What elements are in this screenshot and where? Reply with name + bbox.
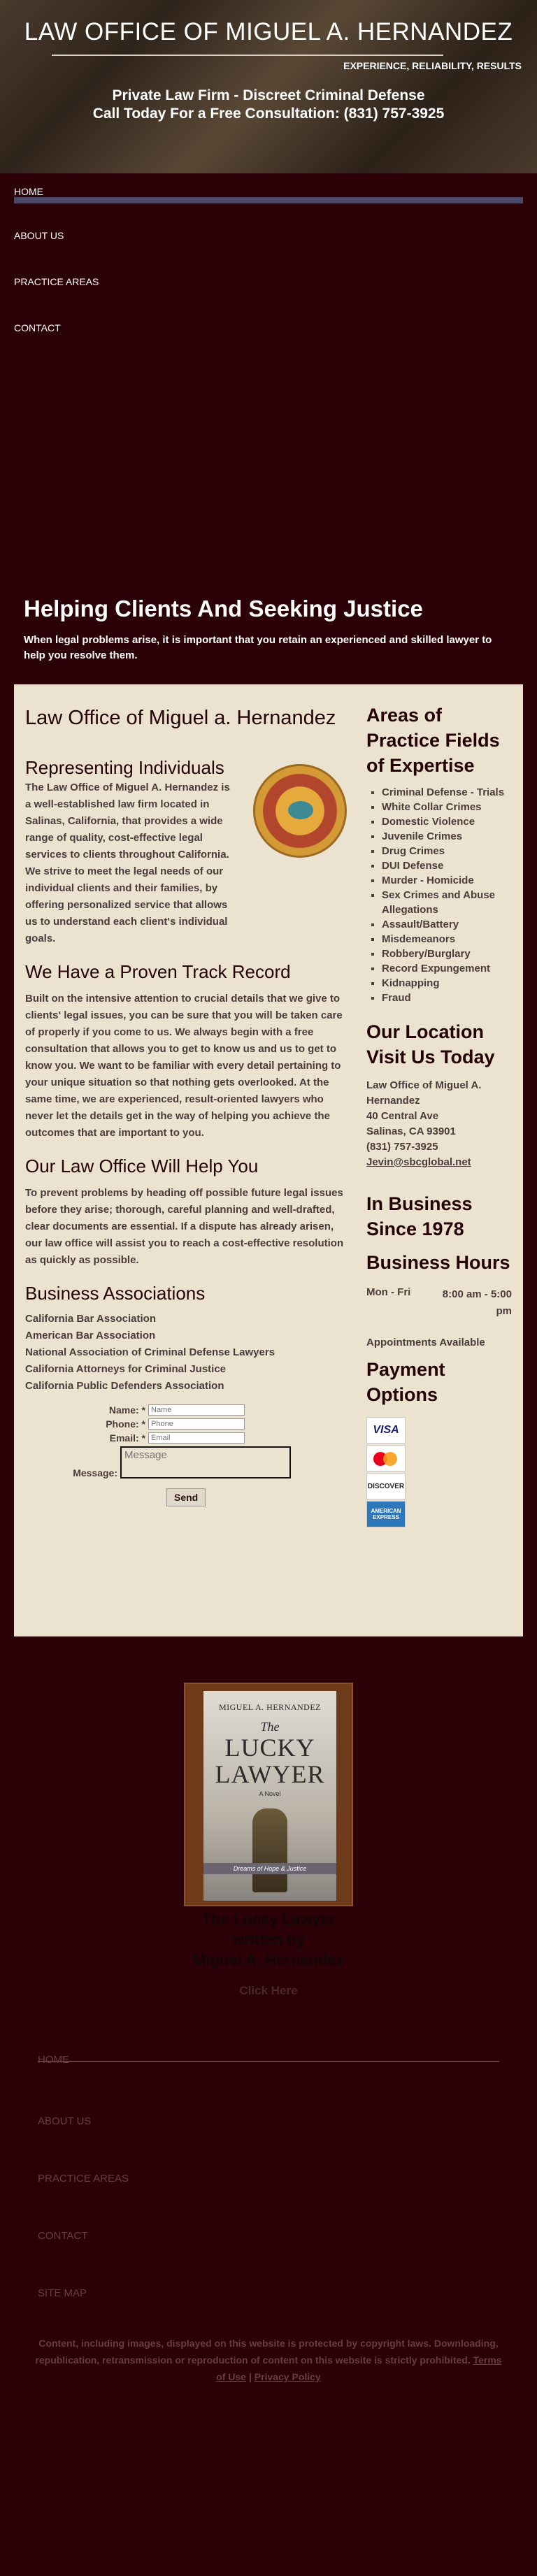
book-cover-title: LUCKY LAWYER: [215, 1734, 325, 1788]
sidebar: [366, 703, 512, 1614]
help-heading: Our Law Office Will Help You: [25, 1156, 259, 1177]
address-street: 40 Central Ave: [366, 1110, 439, 1122]
practice-area-item: ▪ Drug Crimes: [382, 844, 512, 858]
contact-form: [25, 1404, 347, 1506]
name-field[interactable]: [148, 1404, 245, 1416]
email-field[interactable]: [148, 1432, 245, 1444]
address-name: Law Office of Miguel A. Hernandez: [366, 1079, 482, 1107]
footer-nav-indicator: [38, 2061, 499, 2062]
location-heading: Our Location Visit Us Today: [366, 1021, 495, 1067]
book-cover-kind: A Novel: [259, 1790, 281, 1797]
association-item: American Bar Association: [25, 1330, 156, 1341]
lady-justice-icon: [252, 1808, 287, 1892]
name-label: Name:: [108, 1404, 139, 1416]
send-button[interactable]: Send: [166, 1488, 206, 1506]
practice-area-item: ▪ Domestic Violence: [382, 814, 512, 829]
hours-heading: Business Hours: [366, 1252, 510, 1273]
california-seal-icon: [253, 764, 347, 858]
practice-area-item: ▪ Sex Crimes and Abuse Allegations: [382, 888, 512, 917]
representing-heading: Representing Individuals: [25, 757, 224, 778]
practice-areas-heading: Areas of Practice Fields of Expertise: [366, 705, 500, 776]
association-item: California Public Defenders Association: [25, 1380, 224, 1392]
footer-nav-home[interactable]: HOME: [38, 2054, 69, 2066]
main-column: [25, 703, 347, 1614]
practice-areas-list: [382, 785, 512, 1005]
practice-area-item: ▪ Kidnapping: [382, 976, 512, 991]
appointments-note: Appointments Available: [366, 1337, 485, 1348]
footer-nav-about-us[interactable]: ABOUT US: [38, 2115, 92, 2127]
payment-cards: [366, 1417, 406, 1527]
nav-item-contact[interactable]: CONTACT: [14, 322, 61, 333]
practice-area-item: ▪ Fraud: [382, 991, 512, 1005]
nav-item-home[interactable]: HOME: [14, 186, 43, 197]
required-mark: *: [141, 1418, 145, 1430]
hero: [0, 595, 537, 663]
header-divider: [52, 55, 443, 56]
hero-heading: Helping Clients And Seeking Justice: [24, 596, 423, 621]
practice-area-item: ▪ Misdemeanors: [382, 932, 512, 947]
required-mark: *: [141, 1432, 145, 1444]
book-title-line: Miguel A. Hernandez: [193, 1951, 344, 1969]
legal-notice: [0, 2331, 537, 2413]
association-item: California Bar Association: [25, 1313, 156, 1325]
practice-area-item: ▪ Criminal Defense - Trials: [382, 785, 512, 800]
email-label: Email:: [109, 1432, 139, 1444]
address-phone: (831) 757-3925: [366, 1141, 438, 1153]
mastercard-icon: [366, 1445, 406, 1472]
hours-time: 8:00 am - 5:00 pm: [442, 1288, 512, 1317]
track-record-heading: We Have a Proven Track Record: [25, 961, 291, 982]
privacy-link[interactable]: Privacy Policy: [254, 2371, 321, 2382]
message-field[interactable]: [120, 1446, 291, 1478]
practice-area-item: ▪ DUI Defense: [382, 858, 512, 873]
practice-area-item: ▪ Robbery/Burglary: [382, 947, 512, 961]
book-cover-author: MIGUEL A. HERNANDEZ: [218, 1702, 322, 1712]
practice-area-item: ▪ White Collar Crimes: [382, 800, 512, 814]
required-mark: *: [141, 1404, 145, 1416]
book-title: [0, 1909, 537, 1970]
amex-icon: AMERICAN EXPRESS: [366, 1501, 406, 1527]
payment-heading: Payment Options: [366, 1359, 445, 1405]
hero-image-area: [0, 357, 537, 595]
phone-field[interactable]: [148, 1418, 245, 1430]
book-title-line: written by: [232, 1931, 305, 1948]
since-heading: In Business Since 1978: [366, 1193, 473, 1239]
track-record-text: Built on the intensive attention to crucial details that we give to clients' legal issues, you can be sure that you will be taken care of properly if you come to us. We always begin with a free consultation that allows you to get to know us and us to get to know you. We want to be familiar with every detail pertaining to your unique situation so that nothing gets overlooked. At the same time, we are experienced, result-oriented lawyers who never let the details get in the way of helping you achieve the outcomes that are important to you.: [25, 993, 343, 1139]
associations-section: [25, 1281, 347, 1395]
site-title: LAW OFFICE OF MIGUEL A. HERNANDEZ: [24, 18, 513, 45]
footer-nav-practice-areas[interactable]: PRACTICE AREAS: [38, 2173, 129, 2185]
association-item: California Attorneys for Criminal Justice: [25, 1363, 227, 1375]
address-city: Salinas, CA 93901: [366, 1125, 456, 1137]
book-title-line: The Lucky Lawyer: [201, 1911, 336, 1928]
help-text: To prevent problems by heading off possible future legal issues before they arise; thorough, careful planning and well-drafted, clear documents are essential. If a dispute has already arisen, our law office will assist you to reach a cost-effective resolution as quickly as possible.: [25, 1187, 344, 1266]
representing-section: [25, 756, 347, 947]
discover-icon: DISCOVER: [366, 1473, 406, 1499]
hours-row: [366, 1286, 512, 1320]
email-link[interactable]: Jevin@sbcglobal.net: [366, 1156, 471, 1168]
book-cover-image[interactable]: [184, 1683, 353, 1906]
book-cover-the: The: [260, 1720, 280, 1734]
footer-nav-contact[interactable]: CONTACT: [38, 2230, 88, 2242]
phone-label: Phone:: [106, 1418, 139, 1430]
terms-link[interactable]: Terms of Use: [216, 2354, 502, 2382]
address-block: [366, 1078, 512, 1170]
hours-days: Mon - Fri: [366, 1286, 411, 1298]
footer-nav: [0, 1998, 537, 2331]
practice-area-item: ▪ Record Expungement: [382, 961, 512, 976]
main-nav: [0, 173, 537, 357]
nav-item-about-us[interactable]: ABOUT US: [14, 230, 64, 241]
site-header: [0, 0, 537, 173]
book-promo: [0, 1636, 537, 1998]
copyright-text: Content, including images, displayed on this website is protected by copyright laws. Downloading, republication, retransmission or reproduction of content on this website is strictly prohibited.: [35, 2338, 499, 2366]
content-card: [14, 684, 523, 1636]
nav-item-practice-areas[interactable]: PRACTICE AREAS: [14, 276, 99, 287]
message-label: Message:: [73, 1467, 117, 1478]
footer-nav-site-map[interactable]: SITE MAP: [38, 2287, 87, 2299]
visa-icon: VISA: [366, 1417, 406, 1444]
associations-heading: Business Associations: [25, 1283, 206, 1304]
link-separator: |: [248, 2371, 252, 2382]
header-phone-line: Call Today For a Free Consultation: (831) 757-3925: [92, 106, 445, 122]
nav-active-indicator: [14, 197, 523, 203]
practice-area-item: ▪ Assault/Battery: [382, 917, 512, 932]
practice-area-item: ▪ Murder - Homicide: [382, 873, 512, 888]
site-tagline: EXPERIENCE, RELIABILITY, RESULTS: [343, 60, 522, 71]
association-item: National Association of Criminal Defense Lawyers: [25, 1346, 275, 1358]
header-subtitle: Private Law Firm - Discreet Criminal Defense: [112, 87, 425, 103]
firm-title: Law Office of Miguel a. Hernandez: [25, 707, 336, 729]
hero-text: When legal problems arise, it is important that you retain an experienced and skilled lawyer to help you resolve them.: [24, 634, 492, 661]
click-here-link[interactable]: Click Here: [239, 1984, 298, 1997]
representing-text: The Law Office of Miguel A. Hernandez is a well-established law firm located in Salinas, California, that provides a wide range of quality, cost-effective legal services to clients throughout California. We strive to meet the legal needs of our individual clients and their families, by offering personalized service that allows us to understand each client's individual goals.: [25, 782, 230, 944]
book-cover-band: Dreams of Hope & Justice: [203, 1863, 336, 1874]
practice-area-item: ▪ Juvenile Crimes: [382, 829, 512, 844]
